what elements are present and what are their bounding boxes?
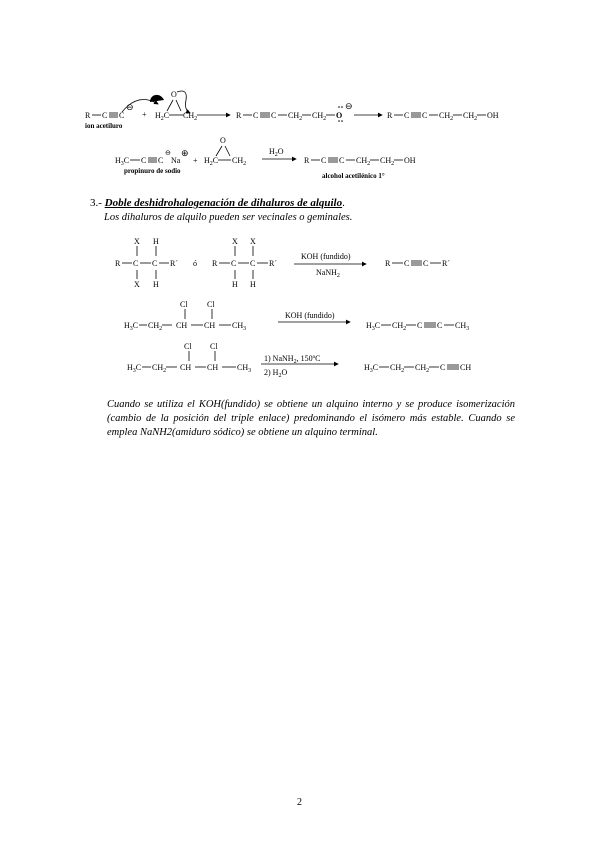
atom-na: Na [171, 156, 181, 165]
atom-r: R [236, 111, 242, 120]
scheme-dihalide-general [115, 237, 450, 289]
atom-h: H [250, 280, 256, 289]
section-title-period: . [342, 197, 345, 209]
bond [225, 146, 230, 156]
reagent-label: KOH (fundido) [285, 311, 335, 320]
scheme-acetylide-epoxide-mechanism [85, 90, 499, 130]
lone-pair-dot [341, 120, 343, 122]
atom-o: O [336, 111, 343, 120]
atom-ch2: $CH_2$ [232, 156, 247, 167]
atom-c: C [339, 156, 345, 165]
atom-x: X [250, 237, 256, 246]
section-number: 3.- [90, 197, 102, 209]
atom-ch3: $CH_3$ [455, 321, 470, 332]
atom-r-prime: R´ [269, 259, 277, 268]
atom-h: H [153, 280, 159, 289]
label-alcohol-acetilenico: alcohol acetilénico 1° [322, 172, 385, 180]
lone-pair-dot [341, 106, 343, 108]
electron-cloud-icon [150, 95, 164, 102]
atom-ch: CH [460, 363, 472, 372]
atom-c: C [250, 259, 256, 268]
atom-r: R [115, 259, 121, 268]
atom-c: C [271, 111, 277, 120]
atom-r: R [387, 111, 393, 120]
atom-ch2: $CH_2$ [288, 111, 303, 122]
atom-c: C [440, 363, 446, 372]
atom-h3c: $H_3C$ [127, 363, 142, 374]
atom-c: C [102, 111, 108, 120]
atom-ch2: $CH_2$ [390, 363, 405, 374]
section-heading [90, 197, 345, 209]
atom-ch: CH [176, 321, 188, 330]
atom-ch2: $CH_2$ [380, 156, 395, 167]
atom-ch2: $CH_2$ [392, 321, 407, 332]
atom-ch: CH [207, 363, 219, 372]
curved-arrow-icon [177, 91, 190, 113]
atom-c: C [231, 259, 237, 268]
atom-oh: OH [487, 111, 499, 120]
reagent-label: NaNH$_2$ [316, 268, 340, 279]
atom-ch3: $CH_3$ [237, 363, 252, 374]
reagent-label: 2) $H_2O$ [264, 368, 288, 379]
negative-charge-icon: ⊖ [345, 101, 353, 111]
explanation-paragraph: Cuando se utiliza el KOH(fundido) se obtiene un alquino interno y se produce isomerización (cambio de la posición del triple enlace) predominando el isómero más estable. Cuando se emplea NaNH2(amiduro sódico) se obtiene un alquino terminal. [107, 399, 515, 438]
atom-h3c: $H_3C$ [366, 321, 381, 332]
atom-cl: Cl [184, 342, 192, 351]
atom-ch2: $CH_2$ [183, 111, 198, 122]
atom-c: C [423, 259, 429, 268]
atom-r: R [212, 259, 218, 268]
negative-charge-icon: ⊖ [126, 102, 134, 112]
page-number: 2 [297, 797, 302, 808]
scheme-koh-internal-alkyne [124, 300, 469, 332]
atom-ch2: $CH_2$ [439, 111, 454, 122]
bond [216, 146, 222, 156]
reagent-label: $H_2O$ [269, 147, 284, 158]
atom-h: H [232, 280, 238, 289]
atom-o: O [171, 90, 177, 99]
atom-r: R [85, 111, 91, 120]
atom-c: C [152, 259, 158, 268]
scheme-nanh2-terminal-alkyne [127, 342, 471, 379]
atom-c: C [119, 111, 125, 120]
plus-sign: + [142, 110, 147, 119]
atom-ch2: $CH_2$ [148, 321, 163, 332]
plus-sign: + [193, 156, 198, 165]
atom-ch2: $CH_2$ [415, 363, 430, 374]
atom-ch3: $CH_3$ [232, 321, 247, 332]
atom-c: C [437, 321, 443, 330]
negative-charge-icon: ⊖ [165, 149, 171, 157]
reagent-label: KOH (fundido) [301, 252, 351, 261]
atom-ch: CH [204, 321, 216, 330]
atom-ch: CH [180, 363, 192, 372]
atom-r-prime: R´ [442, 259, 450, 268]
atom-r: R [385, 259, 391, 268]
atom-r: R [304, 156, 310, 165]
reagent-label: 1) NaNH$_2$, 150ºC [264, 354, 321, 365]
atom-c: C [158, 156, 164, 165]
atom-ch2: $CH_2$ [312, 111, 327, 122]
or-word: ó [193, 259, 197, 268]
atom-c: C [321, 156, 327, 165]
atom-x: X [134, 237, 140, 246]
atom-h3c: $H_3C$ [124, 321, 139, 332]
bond [176, 100, 181, 111]
atom-h3c: $H_3C$ [364, 363, 379, 374]
atom-c: C [404, 259, 410, 268]
atom-x: X [134, 280, 140, 289]
atom-c: C [404, 111, 410, 120]
atom-cl: Cl [210, 342, 218, 351]
label-propinuro-de-sodio: propinuro de sodio [124, 167, 181, 175]
atom-c: C [141, 156, 147, 165]
label-ion-acetiluro: ion acetiluro [85, 122, 123, 130]
lone-pair-dot [338, 120, 340, 122]
positive-charge-icon: ⊕ [181, 148, 189, 158]
atom-h: H [153, 237, 159, 246]
atom-ch2: $CH_2$ [463, 111, 478, 122]
section-subtitle: Los dihaluros de alquilo pueden ser vecinales o geminales. [104, 212, 353, 223]
atom-ch2: $CH_2$ [152, 363, 167, 374]
atom-c: C [253, 111, 259, 120]
bond [167, 100, 173, 111]
atom-h2c: $H_2C$ [204, 156, 219, 167]
atom-c: C [417, 321, 423, 330]
atom-h2c: $H_2C$ [155, 111, 170, 122]
atom-c: C [422, 111, 428, 120]
atom-cl: Cl [207, 300, 215, 309]
atom-ch2: $CH_2$ [356, 156, 371, 167]
atom-h3c: $H_3C$ [115, 156, 130, 167]
lone-pair-dot [338, 106, 340, 108]
atom-o: O [220, 136, 226, 145]
atom-oh: OH [404, 156, 416, 165]
atom-x: X [232, 237, 238, 246]
scheme-sodium-propynide-epoxide [115, 136, 416, 180]
atom-c: C [133, 259, 139, 268]
atom-cl: Cl [180, 300, 188, 309]
section-title: Doble deshidrohalogenación de dihaluros de alquilo [104, 197, 343, 209]
atom-r-prime: R´ [170, 259, 178, 268]
